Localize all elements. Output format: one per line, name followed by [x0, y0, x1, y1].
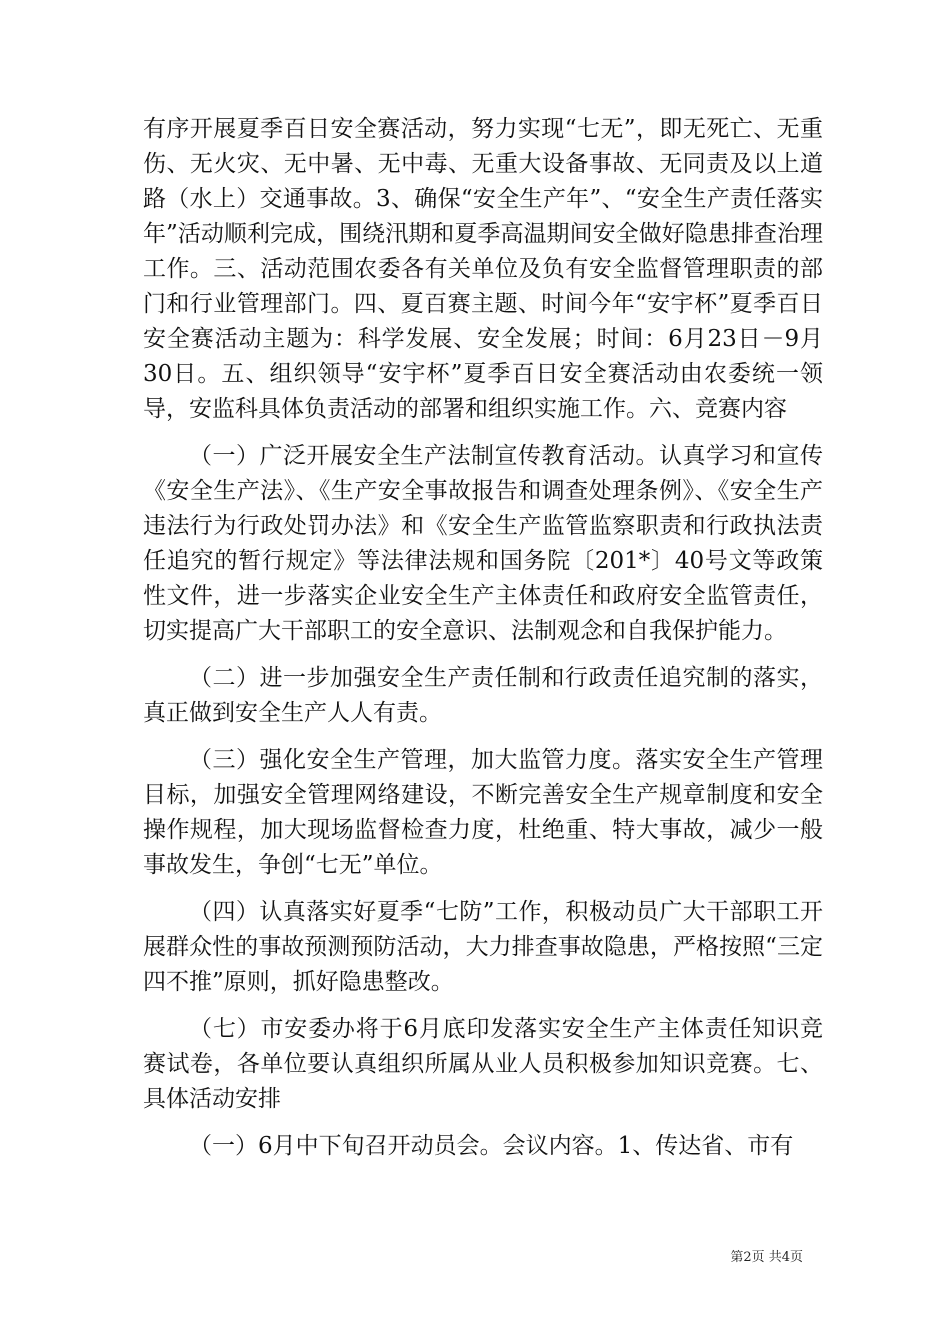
- paragraph-continuation: 有序开展夏季百日安全赛活动，努力实现“七无”，即无死亡、无重伤、无火灾、无中暑、无中毒、无重大设备事故、无同责及以上道路（水上）交通事故。3、确保“安全生产年”、“安全生产责任落实年”活动顺利完成，围绕汛期和夏季高温期间安全做好隐患排查治理工作。三、活动范围农委各有关单位及负有安全监督管理职责的部门和行业管理部门。四、夏百赛主题、时间今年“安宇杯”夏季百日安全赛活动主题为：科学发展、安全发展；时间：6月23日－9月30日。五、组织领导“安宇杯”夏季百日安全赛活动由农委统一领导，安监科具体负责活动的部署和组织实施工作。六、竞赛内容: [143, 116, 823, 422]
- paragraph-section-three: （三）强化安全生产管理，加大监管力度。落实安全生产管理目标，加强安全管理网络建设，不断完善安全生产规章制度和安全操作规程，加大现场监督检查力度，杜绝重、特大事故，减少一般事故发生，争创“七无”单位。: [143, 747, 823, 878]
- paragraph-section-one: （一）广泛开展安全生产法制宣传教育活动。认真学习和宣传《安全生产法》、《生产安全事故报告和调查处理条例》、《安全生产违法行为行政处罚办法》和《安全生产监管监察职责和行政执法责任追究的暂行规定》等法律法规和国务院〔201*〕40号文等政策性文件，进一步落实企业安全生产主体责任和政府安全监管责任，切实提高广大干部职工的安全意识、法制观念和自我保护能力。: [143, 443, 823, 644]
- paragraph-activity-one: （一）6月中下旬召开动员会。会议内容。1、传达省、市有: [189, 1133, 794, 1159]
- document-body: [143, 112, 823, 1176]
- page-number: 第2页 共4页: [730, 1250, 803, 1265]
- paragraph-section-four: （四）认真落实好夏季“七防”工作，积极动员广大干部职工开展群众性的事故预测预防活动，大力排查事故隐患，严格按照“三定四不推”原则，抓好隐患整改。: [143, 899, 823, 995]
- paragraph-section-seven: （七）市安委办将于6月底印发落实安全生产主体责任知识竞赛试卷，各单位要认真组织所属从业人员积极参加知识竞赛。七、具体活动安排: [143, 1016, 823, 1112]
- paragraph-section-two: （二）进一步加强安全生产责任制和行政责任追究制的落实，真正做到安全生产人人有责。: [143, 665, 823, 726]
